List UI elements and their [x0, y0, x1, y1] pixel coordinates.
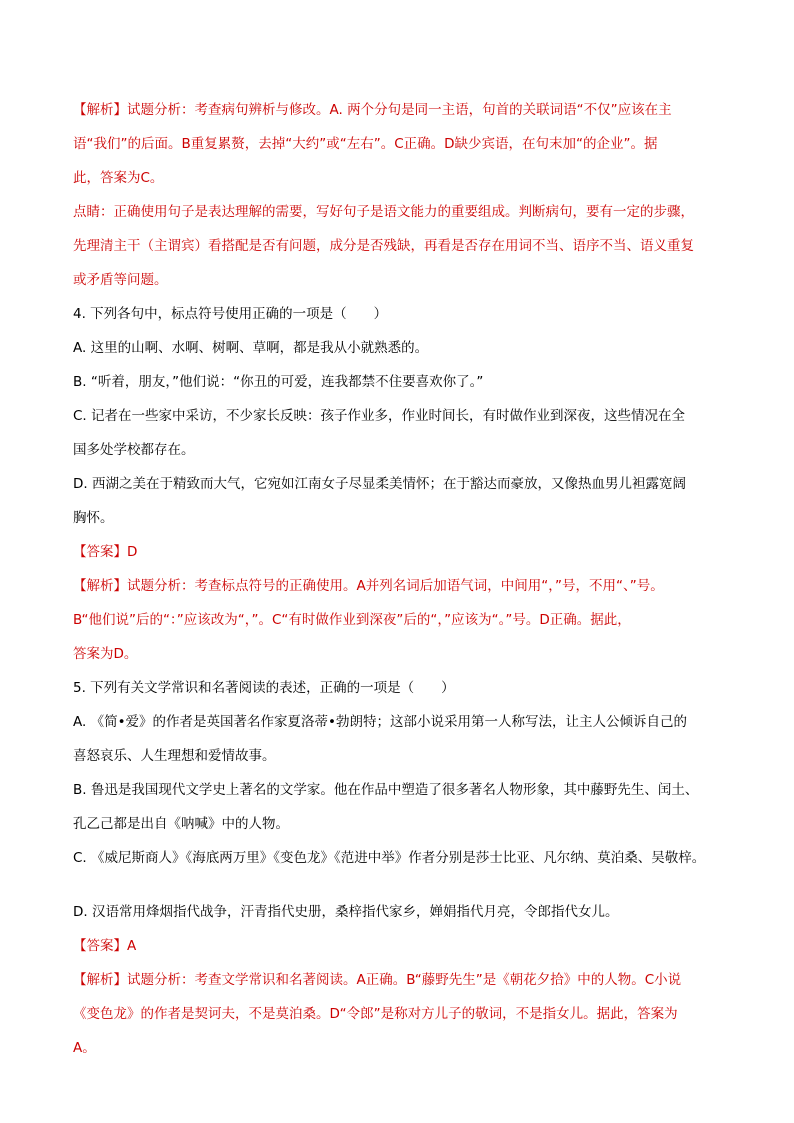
line-text: 胸怀。 — [73, 510, 114, 526]
line-text: 先理清主干（主谓宾）看搭配是否有问题，成分是否残缺，再看是否存在用词不当、语序不当、语义重复 — [73, 238, 694, 254]
line-text: D. 西湖之美在于精致而大气，它宛如江南女子尽显柔美情怀；在于豁达而豪放，又像热血男儿袒露宽阔 — [73, 476, 686, 492]
text-line — [73, 474, 723, 508]
line-text: B. 鲁迅是我国现代文学史上著名的文学家。他在作品中塑造了很多著名人物形象，其中藤野先生、闰土、 — [73, 782, 699, 798]
text-line — [73, 304, 723, 338]
text-line — [73, 508, 723, 542]
text-line — [73, 236, 723, 270]
line-text: B“他们说”后的“：”应该改为“，”。C“有时做作业到深夜”后的“，”应该为“。”号。D正确。据此， — [73, 612, 631, 628]
line-text: A — [127, 938, 137, 954]
text-line — [73, 542, 723, 576]
line-text: 语“我们”的后面。B重复累赘，去掉“大约”或“左右”。C正确。D缺少宾语，在句末加“的企业”。据 — [73, 136, 658, 152]
text-line — [73, 270, 723, 304]
line-text: 喜怒哀乐、人生理想和爱情故事。 — [73, 748, 276, 764]
text-line — [73, 678, 723, 712]
line-text: 试题分析：考查标点符号的正确使用。A并列名词后加语气词，中间用“，”号，不用“、”号。 — [127, 578, 664, 594]
line-text: A。 — [73, 1040, 96, 1056]
text-line — [73, 202, 723, 236]
line-text: 答案为D。 — [73, 646, 138, 662]
text-line — [73, 936, 723, 970]
document-body — [73, 100, 723, 1072]
text-line — [73, 134, 723, 168]
line-text: B. “听着，朋友，”他们说：“你丑的可爱，连我都禁不住要喜欢你了。” — [73, 374, 484, 390]
section-tag: 【解析】 — [73, 972, 127, 988]
text-line — [73, 814, 723, 848]
line-text: C. 记者在一些家中采访，不少家长反映：孩子作业多，作业时间长，有时做作业到深夜，这些情况在全 — [73, 408, 686, 424]
text-line — [73, 644, 723, 678]
text-line — [73, 610, 723, 644]
section-tag: 【解析】 — [73, 578, 127, 594]
text-line — [73, 1004, 723, 1038]
text-line — [73, 902, 723, 936]
section-tag: 【答案】 — [73, 938, 127, 954]
text-line — [73, 576, 723, 610]
text-line — [73, 372, 723, 406]
blank-line — [73, 882, 723, 902]
line-text: 孔乙己都是出自《呐喊》中的人物。 — [73, 816, 289, 832]
text-line — [73, 406, 723, 440]
text-line — [73, 848, 723, 882]
line-text: 点睛：正确使用句子是表达理解的需要，写好句子是语文能力的重要组成。判断病句，要有一定的步骤， — [73, 204, 694, 220]
text-line — [73, 780, 723, 814]
line-text: A. 这里的山啊、水啊、树啊、草啊，都是我从小就熟悉的。 — [73, 340, 429, 356]
text-line — [73, 100, 723, 134]
line-text: 4. 下列各句中，标点符号使用正确的一项是（ ） — [73, 306, 388, 322]
section-tag: 【答案】 — [73, 544, 127, 560]
line-text: D — [127, 544, 138, 560]
line-text: 此，答案为C。 — [73, 170, 164, 186]
text-line — [73, 746, 723, 780]
line-text: 或矛盾等问题。 — [73, 272, 168, 288]
line-text: 试题分析：考查文学常识和名著阅读。A正确。B“藤野先生”是《朝花夕拾》中的人物。C小说 — [127, 972, 682, 988]
text-line — [73, 168, 723, 202]
line-text: 5. 下列有关文学常识和名著阅读的表述，正确的一项是（ ） — [73, 680, 455, 696]
text-line — [73, 712, 723, 746]
text-line — [73, 970, 723, 1004]
line-text: D. 汉语常用烽烟指代战争，汗青指代史册，桑梓指代家乡，婵娟指代月亮，令郎指代女儿。 — [73, 904, 619, 920]
section-tag: 【解析】 — [73, 102, 127, 118]
line-text: 《变色龙》的作者是契诃夫，不是莫泊桑。D“令郎”是称对方儿子的敬词，不是指女儿。据此，答案为 — [73, 1006, 678, 1022]
text-line — [73, 338, 723, 372]
line-text: 国多处学校都存在。 — [73, 442, 195, 458]
line-text: A. 《简•爱》的作者是英国著名作家夏洛蒂•勃朗特；这部小说采用第一人称写法，让主人公倾诉自己的 — [73, 714, 688, 730]
text-line — [73, 1038, 723, 1072]
line-text: C. 《威尼斯商人》《海底两万里》《变色龙》《范进中举》作者分别是莎士比亚、凡尔纳、莫泊桑、吴敬梓。 — [73, 850, 706, 866]
text-line — [73, 440, 723, 474]
line-text: 试题分析：考查病句辨析与修改。A. 两个分句是同一主语，句首的关联词语“不仅”应该在主 — [127, 102, 672, 118]
